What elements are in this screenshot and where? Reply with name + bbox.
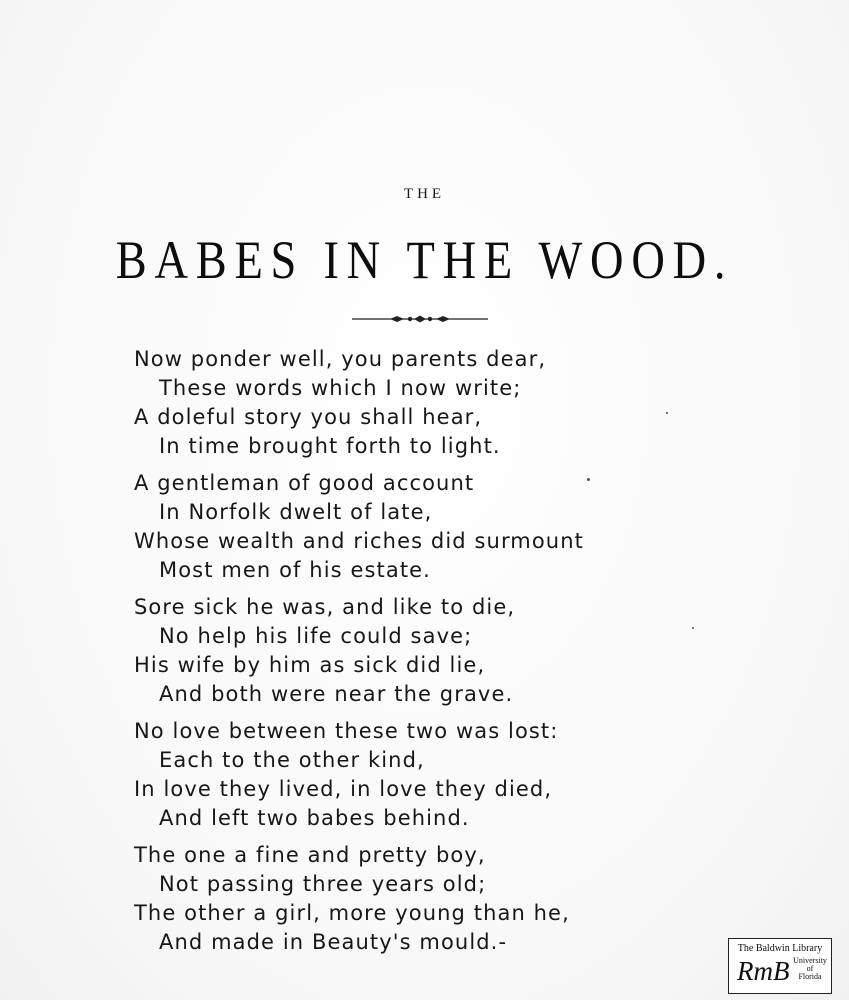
stanza xyxy=(134,593,694,709)
poem-line: No love between these two was lost: xyxy=(134,719,559,743)
print-speck xyxy=(587,478,590,481)
page-title: BABES IN THE WOOD. xyxy=(115,230,734,290)
library-stamp xyxy=(728,938,832,994)
ornament-divider xyxy=(352,312,488,326)
stanza xyxy=(134,345,694,461)
stanza xyxy=(134,469,694,585)
poem-line: Most men of his estate. xyxy=(159,558,431,582)
poem-line: No help his life could save; xyxy=(159,624,473,648)
poem-line: A doleful story you shall hear, xyxy=(134,405,483,429)
poem-line: Each to the other kind, xyxy=(159,748,425,772)
stamp-library-name: The Baldwin Library xyxy=(737,943,823,954)
stamp-university-line: University xyxy=(793,956,827,965)
stanza xyxy=(134,841,694,957)
poem-line: These words which I now write; xyxy=(159,376,522,400)
print-speck xyxy=(692,627,694,629)
poem-line: The one a fine and pretty boy, xyxy=(134,843,486,867)
poem-line: Whose wealth and riches did surmount xyxy=(134,529,584,553)
poem-line: And made in Beauty's mould.- xyxy=(159,930,508,954)
pre-title: THE xyxy=(403,186,446,202)
poem-line: A gentleman of good account xyxy=(134,471,475,495)
poem-line: In love they lived, in love they died, xyxy=(134,777,553,801)
poem-line: In time brought forth to light. xyxy=(159,434,501,458)
stanza xyxy=(134,717,694,833)
poem-line: Sore sick he was, and like to die, xyxy=(134,595,516,619)
poem-line: Now ponder well, you parents dear, xyxy=(134,347,547,371)
print-speck xyxy=(666,412,668,414)
poem xyxy=(134,345,694,965)
poem-line: Not passing three years old; xyxy=(159,872,487,896)
stamp-university xyxy=(793,957,827,981)
poem-line: In Norfolk dwelt of late, xyxy=(159,500,433,524)
poem-line: And left two babes behind. xyxy=(159,806,470,830)
poem-line: The other a girl, more young than he, xyxy=(134,901,570,925)
poem-line: And both were near the grave. xyxy=(159,682,514,706)
stamp-university-line: of xyxy=(806,964,814,973)
stamp-monogram: RmB xyxy=(737,956,790,986)
poem-line: His wife by him as sick did lie, xyxy=(134,653,486,677)
stamp-university-line: Florida xyxy=(798,972,822,981)
